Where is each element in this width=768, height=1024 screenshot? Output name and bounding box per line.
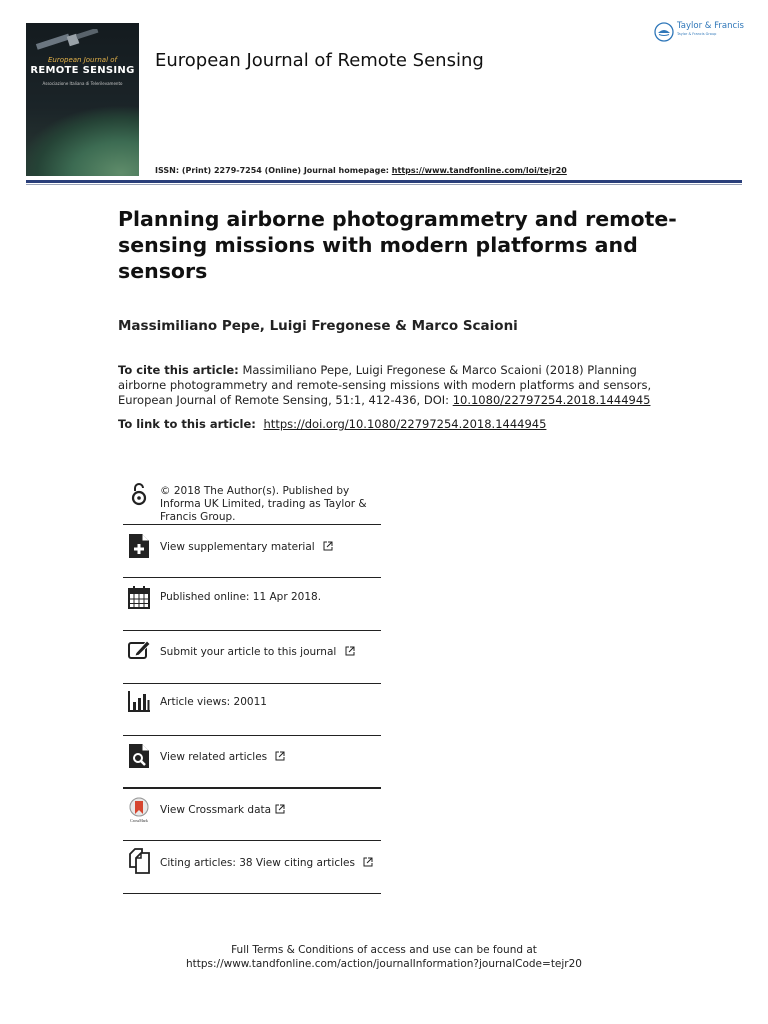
terms-footer <box>0 943 768 971</box>
citation-block <box>118 363 678 408</box>
cite-label: To cite this article: <box>118 363 239 377</box>
citing-articles-item[interactable] <box>123 840 381 894</box>
issn-line <box>155 166 567 175</box>
article-title: Planning airborne photogrammetry and remote-sensing missions with modern platforms and sensors <box>118 207 677 283</box>
external-link-icon <box>275 751 285 761</box>
issn-text: ISSN: (Print) 2279-7254 (Online) Journal homepage: <box>155 166 389 175</box>
header-divider <box>26 180 742 183</box>
supplementary-file-icon <box>127 533 151 559</box>
external-link-icon <box>363 857 373 867</box>
terms-text: Full Terms & Conditions of access and use can be found at <box>231 944 537 956</box>
publisher-logo-icon <box>654 22 674 42</box>
link-label: To link to this article: <box>118 417 256 431</box>
citing-articles-label: Citing articles: 38 View citing articles <box>160 857 355 869</box>
citing-articles-icon <box>127 848 151 874</box>
cover-journal-prefix: European Journal of <box>47 56 118 64</box>
related-search-icon <box>127 743 151 769</box>
article-views-text: Article views: 20011 <box>160 696 267 708</box>
related-articles-item[interactable] <box>123 735 381 789</box>
external-link-icon <box>323 541 333 551</box>
publisher-name: Taylor & Francis <box>677 21 744 31</box>
external-link-icon <box>275 804 285 814</box>
submit-article-item[interactable] <box>123 630 381 684</box>
journal-title: European Journal of Remote Sensing <box>155 50 484 71</box>
license-text: © 2018 The Author(s). Published by Informa UK Limited, trading as Taylor & Francis Group. <box>160 485 367 523</box>
crossmark-item[interactable] <box>123 789 381 841</box>
doi-link[interactable]: 10.1080/22797254.2018.1444945 <box>452 393 651 407</box>
supplementary-label: View supplementary material <box>160 541 315 553</box>
external-link-icon <box>345 646 355 656</box>
header-divider-thin <box>26 184 742 185</box>
cover-journal-name: REMOTE SENSING <box>30 65 135 76</box>
crossmark-label: View Crossmark data <box>160 804 272 816</box>
terms-url[interactable]: https://www.tandfonline.com/action/journalInformation?journalCode=tejr20 <box>185 958 582 970</box>
journal-homepage-link[interactable]: https://www.tandfonline.com/loi/tejr20 <box>391 166 567 175</box>
published-online-text: Published online: 11 Apr 2018. <box>160 591 322 603</box>
publisher-logo[interactable] <box>654 22 744 42</box>
calendar-icon <box>127 585 151 611</box>
article-views-item <box>123 683 381 736</box>
supplementary-item[interactable] <box>123 524 381 578</box>
cite-text: Massimiliano Pepe, Luigi Fregonese & Marco Scaioni (2018) Planning airborne photogrammetry and remote-sensing missions with modern platforms and sensors, European Journal of Remote Sensing, 51:1, 412-436, DOI: <box>118 363 652 407</box>
cover-society: Associazione Italiana di Telerilevamento <box>42 81 123 86</box>
related-articles-label: View related articles <box>160 751 268 763</box>
crossmark-caption: CrossMark <box>130 818 148 823</box>
bar-chart-icon <box>127 689 151 715</box>
open-access-icon <box>127 482 151 508</box>
submit-article-label: Submit your article to this journal <box>160 646 337 658</box>
crossmark-icon <box>127 797 151 823</box>
edit-icon <box>127 637 151 663</box>
published-online-item <box>123 577 381 631</box>
article-doi-url[interactable]: https://doi.org/10.1080/22797254.2018.1444945 <box>263 417 547 431</box>
journal-cover-image <box>26 23 139 176</box>
article-authors: Massimiliano Pepe, Luigi Fregonese & Marco Scaioni <box>118 318 518 334</box>
license-item <box>123 478 381 525</box>
publisher-group: Taylor & Francis Group <box>677 31 717 36</box>
article-link-line <box>118 417 546 431</box>
